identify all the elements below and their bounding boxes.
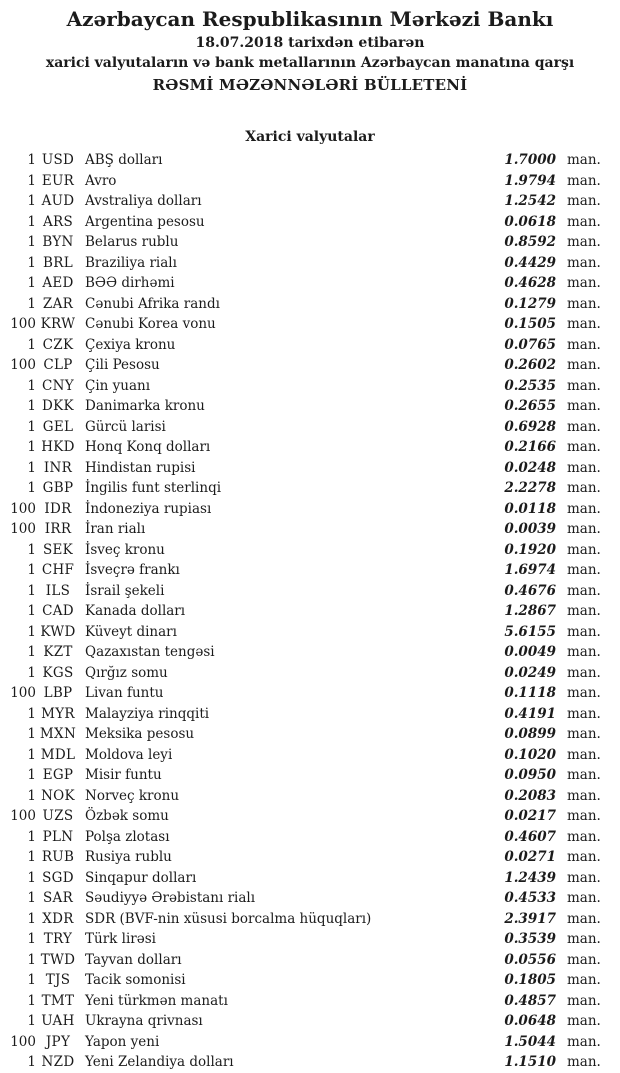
rate-value: 0.0899	[504, 726, 556, 742]
currency-code: UZS	[42, 808, 74, 824]
unit-label: man.	[567, 377, 601, 394]
currency-code: MYR	[41, 705, 75, 722]
currency-name: Honq Konq dolları	[85, 439, 211, 455]
rate-row	[0, 786, 620, 807]
currency-code: GBP	[42, 480, 74, 496]
rate-value: 0.1118	[504, 685, 556, 701]
rate-row	[0, 560, 620, 581]
unit-label: man.	[567, 562, 601, 578]
rate-value: 0.4607	[504, 828, 556, 845]
currency-code: EGP	[42, 767, 74, 783]
rate-value: 0.0049	[504, 644, 556, 660]
rate-value: 0.0765	[504, 336, 556, 353]
currency-code: RUB	[41, 849, 75, 865]
currency-name: İsveçrə frankı	[85, 562, 180, 578]
unit-label: man.	[567, 357, 601, 373]
unit-label: man.	[567, 972, 601, 988]
currency-code: NZD	[41, 1054, 75, 1070]
rate-row	[0, 273, 620, 294]
currency-name: Hindistan rupisi	[85, 459, 196, 476]
currency-code: INR	[43, 459, 73, 476]
currency-code: AED	[42, 275, 74, 291]
unit-label: man.	[567, 910, 601, 927]
currency-name: Tayvan dolları	[85, 951, 182, 968]
quantity: 1	[27, 890, 36, 906]
quantity: 100	[10, 808, 36, 824]
unit-label: man.	[567, 193, 601, 209]
rate-row	[0, 622, 620, 643]
rate-row	[0, 950, 620, 971]
rate-value: 0.4533	[504, 890, 556, 906]
currency-code: CAD	[42, 603, 74, 619]
unit-label: man.	[567, 992, 601, 1009]
currency-code: TMT	[41, 992, 75, 1009]
bulletin-title: RƏSMİ MƏZƏNNƏLƏRİ BÜLLETENİ	[152, 76, 468, 94]
rate-row	[0, 1011, 620, 1032]
quantity: 1	[27, 439, 36, 455]
currency-name: Norveç kronu	[85, 787, 180, 804]
currency-name: Misir funtu	[85, 767, 162, 783]
rate-value: 5.6155	[504, 623, 556, 640]
rate-row	[0, 314, 620, 335]
rate-row	[0, 150, 620, 171]
rate-row	[0, 376, 620, 397]
currency-code: MXN	[39, 726, 77, 742]
rate-value: 0.4191	[504, 705, 556, 722]
bulletin-subtitle: xarici valyutaların və bank metallarının Azərbaycan manatına qarşı	[45, 55, 575, 71]
quantity: 1	[27, 480, 36, 496]
quantity: 100	[10, 1033, 36, 1050]
currency-code: BYN	[42, 234, 74, 250]
rate-row	[0, 642, 620, 663]
quantity: 1	[27, 1054, 36, 1070]
quantity: 1	[27, 828, 36, 845]
quantity: 1	[27, 336, 36, 353]
unit-label: man.	[567, 316, 601, 332]
unit-label: man.	[567, 480, 601, 496]
quantity: 1	[27, 869, 36, 886]
rate-value: 0.3539	[504, 931, 556, 947]
rate-row	[0, 827, 620, 848]
unit-label: man.	[567, 890, 601, 906]
currency-name: İran rialı	[85, 521, 146, 537]
quantity: 1	[27, 172, 36, 189]
rate-row	[0, 519, 620, 540]
rate-row	[0, 888, 620, 909]
currency-code: CZK	[42, 336, 74, 353]
rate-value: 1.1510	[504, 1054, 556, 1070]
unit-label: man.	[567, 849, 601, 865]
currency-code: NOK	[41, 787, 75, 804]
currency-name: Braziliya rialı	[85, 254, 177, 271]
currency-code: JPY	[45, 1033, 71, 1050]
currency-name: Çin yuanı	[85, 377, 151, 394]
currency-code: LBP	[43, 685, 73, 701]
rate-row	[0, 970, 620, 991]
quantity: 100	[10, 316, 36, 332]
quantity: 1	[27, 664, 36, 681]
quantity: 1	[27, 562, 36, 578]
currency-name: Moldova leyi	[85, 746, 173, 763]
rate-value: 0.0039	[504, 521, 556, 537]
rate-value: 1.2439	[504, 869, 556, 886]
quantity: 1	[27, 234, 36, 250]
rate-value: 0.4676	[504, 582, 556, 599]
currency-code: XDR	[42, 910, 74, 927]
rate-row	[0, 212, 620, 233]
quantity: 1	[27, 972, 36, 988]
unit-label: man.	[567, 767, 601, 783]
rate-value: 0.2602	[504, 357, 556, 373]
rate-row	[0, 765, 620, 786]
currency-code: PLN	[42, 828, 74, 845]
rate-row	[0, 663, 620, 684]
rate-value: 0.0271	[504, 849, 556, 865]
unit-label: man.	[567, 664, 601, 681]
currency-name: Çexiya kronu	[85, 336, 176, 353]
quantity: 1	[27, 787, 36, 804]
unit-label: man.	[567, 828, 601, 845]
rate-value: 0.2083	[504, 787, 556, 804]
quantity: 1	[27, 746, 36, 763]
unit-label: man.	[567, 439, 601, 455]
rate-value: 2.2278	[504, 480, 556, 496]
currency-code: UAH	[41, 1013, 75, 1029]
currency-name: Səudiyyə Ərəbistanı rialı	[85, 890, 256, 906]
rate-value: 0.8592	[504, 234, 556, 250]
quantity: 1	[27, 398, 36, 414]
unit-label: man.	[567, 1054, 601, 1070]
rate-value: 0.1020	[504, 746, 556, 763]
currency-name: Özbək somu	[85, 808, 169, 824]
effective-date-line: 18.07.2018 tarixdən etibarən	[195, 35, 425, 51]
unit-label: man.	[567, 869, 601, 886]
currency-code: AUD	[41, 193, 75, 209]
quantity: 1	[27, 603, 36, 619]
currency-code: KRW	[40, 316, 76, 332]
unit-label: man.	[567, 582, 601, 599]
currency-name: İsveç kronu	[85, 541, 165, 558]
rate-value: 0.0950	[504, 767, 556, 783]
quantity: 1	[27, 705, 36, 722]
rate-row	[0, 437, 620, 458]
currency-name: Yeni Zelandiya dolları	[85, 1054, 234, 1070]
rate-value: 0.0648	[504, 1013, 556, 1029]
quantity: 1	[27, 582, 36, 599]
currency-code: TWD	[40, 951, 76, 968]
unit-label: man.	[567, 951, 601, 968]
quantity: 100	[10, 685, 36, 701]
quantity: 1	[27, 1013, 36, 1029]
unit-label: man.	[567, 685, 601, 701]
bank-title: Azərbaycan Respublikasının Mərkəzi Bankı	[66, 7, 554, 31]
quantity: 1	[27, 951, 36, 968]
rate-value: 2.3917	[504, 910, 556, 927]
rate-value: 1.2867	[504, 603, 556, 619]
currency-code: CLP	[43, 357, 73, 373]
currency-name: Argentina pesosu	[85, 213, 205, 230]
unit-label: man.	[567, 398, 601, 414]
rate-value: 0.0556	[504, 951, 556, 968]
currency-code: KGS	[42, 664, 74, 681]
rate-row	[0, 1032, 620, 1053]
currency-name: İsrail şekeli	[85, 582, 165, 599]
currency-name: Kanada dolları	[85, 603, 186, 619]
unit-label: man.	[567, 1013, 601, 1029]
currency-code: HKD	[41, 439, 75, 455]
quantity: 1	[27, 992, 36, 1009]
quantity: 1	[27, 459, 36, 476]
quantity: 1	[27, 193, 36, 209]
rate-value: 0.2535	[504, 377, 556, 394]
rate-value: 0.0249	[504, 664, 556, 681]
rate-value: 0.4857	[504, 992, 556, 1009]
currency-code: SAR	[42, 890, 74, 906]
currency-name: Türk lirəsi	[85, 931, 156, 947]
currency-name: Avro	[85, 172, 117, 189]
currency-name: Yapon yeni	[85, 1033, 160, 1050]
rate-value: 0.1505	[504, 316, 556, 332]
currency-name: Polşa zlotası	[85, 828, 170, 845]
rate-row	[0, 458, 620, 479]
rate-value: 0.2655	[504, 398, 556, 414]
rate-row	[0, 868, 620, 889]
currency-name: BƏƏ dirhəmi	[85, 275, 175, 291]
rate-value: 0.0118	[504, 500, 556, 517]
currency-name: Sinqapur dolları	[85, 869, 197, 886]
currency-code: KWD	[40, 623, 76, 640]
quantity: 1	[27, 931, 36, 947]
rate-row	[0, 704, 620, 725]
unit-label: man.	[567, 931, 601, 947]
rate-value: 0.6928	[504, 418, 556, 435]
unit-label: man.	[567, 541, 601, 558]
currency-code: IDR	[44, 500, 72, 517]
rate-value: 1.2542	[504, 193, 556, 209]
unit-label: man.	[567, 623, 601, 640]
rate-value: 0.1805	[504, 972, 556, 988]
quantity: 100	[10, 500, 36, 517]
unit-label: man.	[567, 275, 601, 291]
unit-label: man.	[567, 295, 601, 312]
currency-code: MDL	[40, 746, 76, 763]
currency-name: Küveyt dinarı	[85, 623, 177, 640]
rate-row	[0, 847, 620, 868]
rate-row	[0, 499, 620, 520]
currency-code: CNY	[42, 377, 74, 394]
rate-row	[0, 396, 620, 417]
currency-code: TJS	[45, 972, 71, 988]
currency-code: EUR	[41, 172, 75, 189]
rate-row	[0, 478, 620, 499]
rate-value: 1.9794	[504, 172, 556, 189]
quantity: 1	[27, 767, 36, 783]
currency-code: TRY	[43, 931, 73, 947]
currency-name: Livan funtu	[85, 685, 164, 701]
currency-name: Yeni türkmən manatı	[85, 992, 228, 1009]
currency-name: Tacik somonisi	[85, 972, 186, 988]
quantity: 1	[27, 254, 36, 271]
rate-value: 0.0217	[504, 808, 556, 824]
bulletin-header	[0, 0, 620, 96]
currency-name: Çili Pesosu	[85, 357, 160, 373]
currency-code: SEK	[42, 541, 74, 558]
unit-label: man.	[567, 808, 601, 824]
currency-name: Malayziya rinqqiti	[85, 705, 210, 722]
currency-code: SGD	[42, 869, 74, 886]
rate-row	[0, 581, 620, 602]
rate-row	[0, 929, 620, 950]
unit-label: man.	[567, 521, 601, 537]
quantity: 1	[27, 295, 36, 312]
currency-code: KZT	[43, 644, 73, 660]
unit-label: man.	[567, 603, 601, 619]
currency-code: BRL	[43, 254, 73, 271]
rate-row	[0, 745, 620, 766]
quantity: 100	[10, 521, 36, 537]
currency-code: ILS	[45, 582, 71, 599]
quantity: 1	[27, 541, 36, 558]
currency-code: GEL	[42, 418, 74, 435]
currency-name: ABŞ dolları	[85, 152, 163, 168]
rate-row	[0, 253, 620, 274]
rate-row	[0, 683, 620, 704]
unit-label: man.	[567, 644, 601, 660]
unit-label: man.	[567, 254, 601, 271]
unit-label: man.	[567, 500, 601, 517]
exchange-rates-table	[0, 150, 620, 1073]
quantity: 1	[27, 644, 36, 660]
rate-row	[0, 232, 620, 253]
unit-label: man.	[567, 172, 601, 189]
unit-label: man.	[567, 152, 601, 168]
currency-name: Qazaxıstan tengəsi	[85, 644, 215, 660]
rate-row	[0, 540, 620, 561]
currency-code: USD	[41, 152, 75, 168]
currency-name: Avstraliya dolları	[85, 193, 202, 209]
currency-name: Meksika pesosu	[85, 726, 195, 742]
rate-row	[0, 191, 620, 212]
rate-value: 0.2166	[504, 439, 556, 455]
rate-value: 0.0248	[504, 459, 556, 476]
currency-name: Cənubi Afrika randı	[85, 295, 220, 312]
currency-name: Ukrayna qrivnası	[85, 1013, 203, 1029]
rate-row	[0, 1052, 620, 1073]
rate-row	[0, 355, 620, 376]
quantity: 1	[27, 726, 36, 742]
rate-row	[0, 417, 620, 438]
currency-code: IRR	[44, 521, 72, 537]
quantity: 1	[27, 418, 36, 435]
quantity: 1	[27, 910, 36, 927]
quantity: 1	[27, 152, 36, 168]
rate-value: 0.1279	[504, 295, 556, 312]
quantity: 1	[27, 849, 36, 865]
quantity: 1	[27, 213, 36, 230]
unit-label: man.	[567, 1033, 601, 1050]
currency-code: ZAR	[42, 295, 74, 312]
rate-row	[0, 806, 620, 827]
rate-value: 0.4429	[504, 254, 556, 271]
unit-label: man.	[567, 336, 601, 353]
quantity: 1	[27, 275, 36, 291]
currency-name: Qırğız somu	[85, 664, 168, 681]
unit-label: man.	[567, 705, 601, 722]
rate-row	[0, 294, 620, 315]
unit-label: man.	[567, 459, 601, 476]
currency-name: İngilis funt sterlinqi	[85, 480, 222, 496]
rate-value: 1.7000	[504, 152, 556, 168]
currency-name: Gürcü larisi	[85, 418, 166, 435]
currency-name: Rusiya rublu	[85, 849, 172, 865]
rate-row	[0, 335, 620, 356]
unit-label: man.	[567, 726, 601, 742]
unit-label: man.	[567, 746, 601, 763]
section-title-foreign-currencies: Xarici valyutalar	[245, 129, 375, 145]
currency-name: İndoneziya rupiası	[85, 500, 212, 517]
rate-value: 0.0618	[504, 213, 556, 230]
currency-code: DKK	[42, 398, 74, 414]
rate-value: 1.6974	[504, 562, 556, 578]
rate-row	[0, 991, 620, 1012]
currency-name: SDR (BVF-nin xüsusi borcalma hüquqları)	[85, 910, 372, 927]
rate-row	[0, 171, 620, 192]
rate-value: 1.5044	[504, 1033, 556, 1050]
unit-label: man.	[567, 213, 601, 230]
currency-name: Danimarka kronu	[85, 398, 205, 414]
currency-name: Belarus rublu	[85, 234, 179, 250]
rate-value: 0.1920	[504, 541, 556, 558]
unit-label: man.	[567, 418, 601, 435]
currency-code: ARS	[42, 213, 74, 230]
rate-row	[0, 724, 620, 745]
unit-label: man.	[567, 787, 601, 804]
currency-name: Cənubi Korea vonu	[85, 316, 216, 332]
currency-code: CHF	[41, 562, 75, 578]
rate-row	[0, 601, 620, 622]
quantity: 1	[27, 377, 36, 394]
rate-row	[0, 909, 620, 930]
quantity: 1	[27, 623, 36, 640]
unit-label: man.	[567, 234, 601, 250]
rate-value: 0.4628	[504, 275, 556, 291]
quantity: 100	[10, 357, 36, 373]
